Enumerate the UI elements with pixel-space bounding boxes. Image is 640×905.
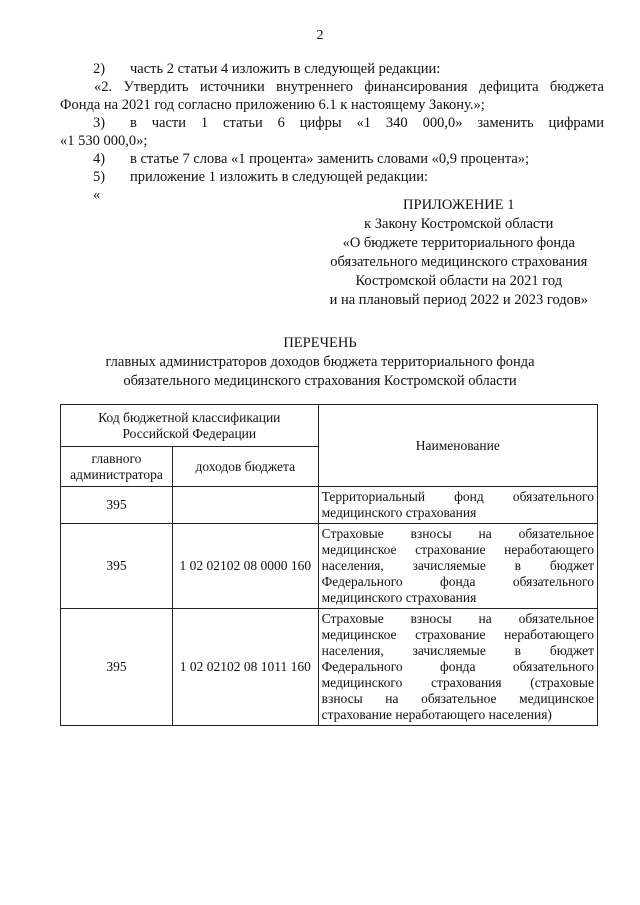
name-line: населения, зачисляемые в бюджет	[321, 643, 594, 658]
paragraph-line: «2. Утвердить источники внутреннего финансирования дефицита бюджета	[94, 79, 604, 95]
appendix-title: ПРИЛОЖЕНИЕ 1	[403, 197, 515, 213]
page-number: 2	[316, 28, 324, 43]
administrators-table	[60, 404, 598, 726]
list-heading: ПЕРЕЧЕНЬ	[283, 335, 357, 351]
cell-name	[318, 487, 597, 524]
item-text: в статье 7 слова «1 процента» заменить словами «0,9 процента»;	[130, 151, 530, 167]
cell-admin-code: 395	[61, 524, 173, 609]
name-line: населения, зачисляемые в бюджет	[321, 558, 594, 573]
item-text: в части 1 статьи 6 цифры «1 340 000,0» заменить цифрами	[130, 115, 604, 131]
header-admin: главного администратора	[61, 447, 173, 487]
opening-quote: «	[93, 187, 101, 203]
header-income: доходов бюджета	[172, 447, 318, 487]
item-continuation: «1 530 000,0»;	[60, 133, 148, 149]
name-line: взносы на обязательное медицинское	[321, 691, 594, 706]
name-line: Федерального фонда обязательного	[321, 574, 594, 589]
name-line: медицинское страхование неработающего	[321, 627, 594, 642]
item-number: 5)	[93, 169, 106, 185]
appendix-line: и на плановый период 2022 и 2023 годов»	[329, 292, 588, 308]
cell-income-code	[172, 487, 318, 524]
name-line: Территориальный фонд обязательного	[321, 489, 594, 504]
appendix-line: к Закону Костромской области	[364, 216, 554, 232]
appendix-line: обязательного медицинского страхования	[330, 254, 588, 270]
item-number: 3)	[93, 115, 106, 131]
item-text: часть 2 статьи 4 изложить в следующей редакции:	[130, 61, 441, 77]
appendix-header	[330, 196, 588, 310]
name-line: Федерального фонда обязательного	[321, 659, 594, 674]
header-name: Наименование	[318, 405, 597, 487]
list-title	[0, 334, 640, 391]
name-line: медицинского страхования (страховые	[321, 675, 594, 690]
name-line: Страховые взносы на обязательное	[321, 611, 594, 626]
list-subtitle-line: обязательного медицинского страхования Костромской области	[123, 373, 517, 389]
cell-name	[318, 524, 597, 609]
cell-income-code: 1 02 02102 08 1011 160	[172, 609, 318, 726]
name-line: Страховые взносы на обязательное	[321, 526, 594, 541]
appendix-line: «О бюджете территориального фонда	[342, 235, 575, 251]
item-text: приложение 1 изложить в следующей редакции:	[130, 169, 429, 185]
appendix-line: Костромской области на 2021 год	[355, 273, 563, 289]
cell-admin-code: 395	[61, 609, 173, 726]
cell-name	[318, 609, 597, 726]
cell-income-code: 1 02 02102 08 0000 160	[172, 524, 318, 609]
item-number: 4)	[93, 151, 106, 167]
table-row	[61, 524, 598, 609]
cell-admin-code: 395	[61, 487, 173, 524]
item-number: 2)	[93, 61, 106, 77]
paragraph-line: Фонда на 2021 год согласно приложению 6.1 к настоящему Закону.»;	[60, 97, 485, 113]
list-subtitle-line: главных администраторов доходов бюджета территориального фонда	[105, 354, 535, 370]
name-line: страхование неработающего населения)	[321, 707, 552, 722]
name-line: медицинского страхования	[321, 590, 477, 605]
table-row	[61, 609, 598, 726]
table-row	[61, 487, 598, 524]
name-line: медицинское страхование неработающего	[321, 542, 594, 557]
name-line: медицинского страхования	[321, 505, 477, 520]
header-classification-code: Код бюджетной классификации Российской Федерации	[61, 405, 319, 447]
